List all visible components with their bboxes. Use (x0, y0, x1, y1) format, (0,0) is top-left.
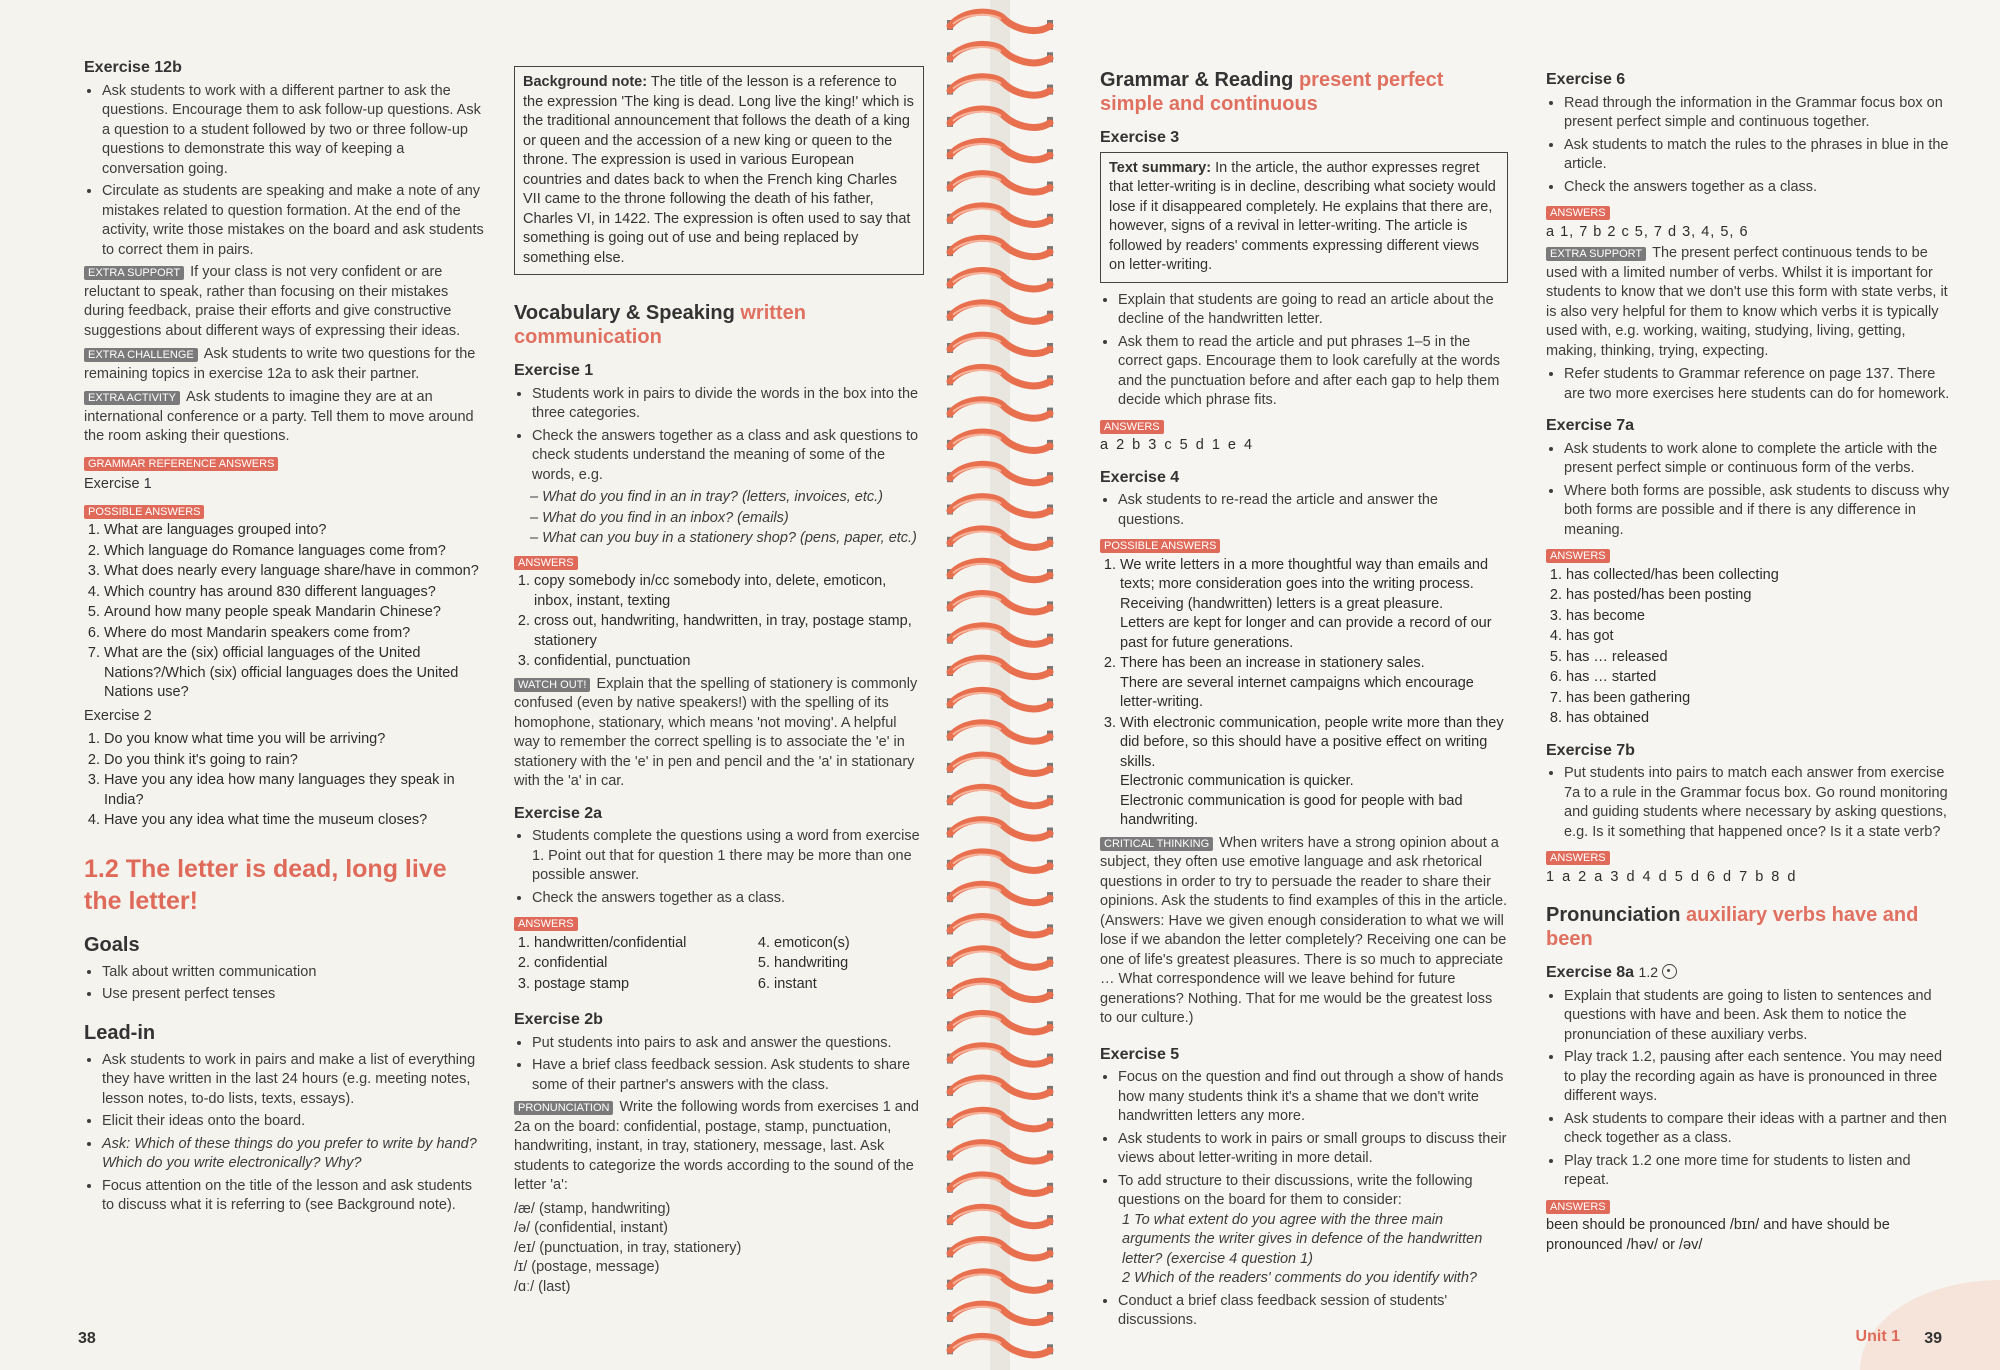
exercise-2a-list (514, 827, 924, 908)
extra-support-text: The present perfect continuous tends to be used with a limited number of verbs. Whilst it is important for students to know that we don't use this form with state verbs, it is also very helpful for them to know which verbs it is typically used with, e.g. working, waiting, studying, living, getting, making, thinking, trying, expecting. (1546, 245, 1948, 359)
right-column-3 (1100, 68, 1508, 1334)
section-title: Pronunciation (1546, 904, 1681, 926)
pronunciation-tag: PRONUNCIATION (514, 1101, 613, 1115)
list-item: • Students complete the questions using a word from exercise 1. Point out that for question 1 there may be more than one possible answer. (532, 827, 924, 886)
list-item: • Ask students to compare their ideas with a partner and then check together as a class. (1564, 1110, 1958, 1149)
list-item: • Check the answers together as a class. (1564, 178, 1958, 198)
list-item: • Talk about written communication (102, 963, 484, 983)
list-item: 1. What are languages grouped into? (104, 521, 484, 541)
background-note-text: The title of the lesson is a reference to the expression 'The king is dead. Long live the king!' which is the traditional announcement that follows the death of a king or queen and the accession of a new king or queen to the throne. The expression is used in various European countries and dates back to when the French king Charles VII came to the throne following the death of his father, Charles VI, in 1422. The expression is often used to say that something is going out of use and being replaced by something else. (523, 74, 914, 266)
possible-answers-tag: POSSIBLE ANSWERS (1100, 539, 1220, 553)
spiral-binding (935, 0, 1065, 1370)
exercise-6-title: Exercise 6 (1546, 71, 1626, 88)
exercise-8a-title (1546, 963, 1958, 983)
right-page (1000, 0, 2000, 1370)
question-line: – What can you buy in a stationery shop? (pens, paper, etc.) (530, 530, 917, 546)
list-item: 1. Do you know what time you will be arriving? (104, 730, 484, 750)
list-item: 6. Where do most Mandarin speakers come from? (104, 624, 484, 644)
extra-support-note (1546, 244, 1958, 361)
list-item: • Check the answers together as a class and ask questions to check students understand the meaning of some of the words, e.g. (532, 427, 924, 486)
list-item: 8. has obtained (1566, 709, 1958, 729)
exercise-1-answers (514, 572, 924, 672)
text-summary-box (1100, 152, 1508, 283)
list-item: 1. handwritten/confidential (534, 934, 714, 954)
exercise-1-list (514, 385, 924, 486)
extra-activity-tag: EXTRA ACTIVITY (84, 391, 180, 405)
list-item: • Ask them to read the article and put phrases 1–5 in the correct gaps. Encourage them to look carefully at the words and the punctuation before and after each gap to help them decide which phrase fits. (1118, 333, 1508, 411)
extra-support-text: If your class is not very confident or are reluctant to speak, rather than focusing on their mistakes during feedback, praise their efforts and give constructive suggestions about different ways of expressing their ideas. (84, 264, 461, 339)
left-column-2 (514, 66, 924, 1297)
exercise-6-answers: a 1, 7 b 2 c 5, 7 d 3, 4, 5, 6 (1546, 223, 1749, 240)
list-item (1118, 1172, 1508, 1289)
list-text: To add structure to their discussions, write the following questions on the board for them to consider: (1118, 1172, 1473, 1208)
answer-line: Electronic communication is good for people with bad handwriting. (1120, 792, 1463, 828)
text-summary-label: Text summary: (1109, 159, 1212, 176)
exercise-2a-answers (514, 934, 924, 999)
list-item (1120, 654, 1508, 713)
exercise-3-title: Exercise 3 (1100, 129, 1180, 146)
watch-out-tag: WATCH OUT! (514, 678, 590, 692)
track-number: 1.2 (1638, 964, 1658, 980)
list-item: • Put students into pairs to match each answer from exercise 7a to a rule in the Grammar focus box. Go round monitoring and guiding students where necessary by asking questions, e.g. Is it something that happened once? Is it a state verb? (1564, 764, 1958, 842)
exercise-3-answers: a 2 b 3 c 5 d 1 e 4 (1100, 437, 1255, 453)
background-note-label: Background note: (523, 74, 648, 90)
exercise-2a-title: Exercise 2a (514, 804, 603, 822)
exercise-12b-list (84, 82, 484, 261)
left-column-1 (84, 58, 484, 1219)
exercise-7a-list (1546, 440, 1958, 541)
unit-label: Unit 1 (1855, 1328, 1900, 1345)
exercise-6-list-2 (1546, 365, 1958, 404)
answers-tag: ANSWERS (1546, 1200, 1610, 1214)
list-item: 2. Do you think it's going to rain? (104, 751, 484, 771)
exercise-4-list (1100, 491, 1508, 530)
list-item: 4. has got (1566, 627, 1958, 647)
lead-in-list (84, 1051, 484, 1216)
list-item: • Ask students to work alone to complete the article with the present perfect simple or continuous form of the verbs. (1564, 440, 1958, 479)
list-item: • Play track 1.2, pausing after each sentence. You may need to play the recording again as have is pronounced in three different ways. (1564, 1048, 1958, 1107)
list-item: • Ask: Which of these things do you prefer to write by hand? Which do you write electronically? Why? (102, 1135, 484, 1174)
pron-line: /æ/ (stamp, handwriting) (514, 1200, 671, 1217)
exercise-7b-title: Exercise 7b (1546, 741, 1635, 759)
exercise-2-answers (84, 730, 484, 831)
list-item: • Check the answers together as a class. (532, 889, 924, 909)
list-item: • Ask students to work with a different partner to ask the questions. Encourage them to ask follow-up questions. Ask a question to a student followed by two or three follow-up questions to demonstrate this way of keeping a conversation going. (102, 82, 484, 180)
grammar-reading-title (1100, 68, 1508, 116)
section-accent: auxiliary verbs have and been (1546, 904, 1919, 950)
list-item: 1. copy somebody in/cc somebody into, delete, emoticon, inbox, instant, texting (534, 572, 924, 611)
list-item: 2. confidential (534, 954, 714, 974)
lesson-title: 1.2 The letter is dead, long live the letter! (84, 854, 447, 915)
extra-activity-note (84, 388, 484, 447)
extra-support-tag: EXTRA SUPPORT (1546, 247, 1646, 261)
pron-line: /ɑː/ (last) (514, 1278, 571, 1295)
list-item: • Use present perfect tenses (102, 985, 484, 1005)
exercise-8a-list (1546, 987, 1958, 1191)
pronunciation-text: Write the following words from exercises 1 and 2a on the board: confidential, postage, stamp, punctuation, handwriting, instant, in tray, stationery, message, last. Ask students to categorize the words according to the sound of the letter 'a': (514, 1099, 919, 1193)
list-item: 2. has posted/has been posting (1566, 586, 1958, 606)
list-item: • Put students into pairs to ask and answer the questions. (532, 1034, 924, 1054)
critical-thinking-note (1100, 834, 1508, 1029)
answer-line: With electronic communication, people write more than they did before, so this should have a positive effect on writing skills. (1120, 714, 1504, 770)
section-accent: present perfect simple and continuous (1100, 69, 1444, 115)
extra-challenge-tag: EXTRA CHALLENGE (84, 348, 198, 362)
list-item: • Play track 1.2 one more time for students to listen and repeat. (1564, 1152, 1958, 1191)
list-item: 4. Have you any idea what time the museum closes? (104, 811, 484, 831)
exercise-7b-answers: 1 a 2 a 3 d 4 d 5 d 6 d 7 b 8 d (1546, 868, 1798, 885)
pron-line: /ə/ (confidential, instant) (514, 1220, 668, 1236)
pronunciation-title (1546, 903, 1958, 951)
pron-line: /ɪ/ (postage, message) (514, 1259, 660, 1275)
list-item: 3. has become (1566, 607, 1958, 627)
answers-left (514, 934, 714, 996)
audio-cd-icon[interactable] (1662, 964, 1677, 979)
list-item: • Students work in pairs to divide the words in the box into the three categories. (532, 385, 924, 424)
goals-list (84, 963, 484, 1005)
answer-line: Letters are kept for longer and can provide a record of our past for future generations. (1120, 615, 1492, 651)
corner-tab (1860, 1280, 2000, 1370)
list-item: • Ask students to re-read the article and answer the questions. (1118, 491, 1508, 530)
list-item: 4. Which country has around 830 different languages? (104, 583, 484, 603)
exercise-4-title: Exercise 4 (1100, 468, 1180, 486)
exercise-5-title: Exercise 5 (1100, 1045, 1180, 1063)
list-item: 5. Around how many people speak Mandarin Chinese? (104, 603, 484, 623)
list-item: • Ask students to work in pairs or small groups to discuss their views about letter-writing in more detail. (1118, 1130, 1508, 1169)
list-item: 5. handwriting (774, 954, 850, 974)
exercise-1-title: Exercise 1 (84, 476, 152, 492)
section-accent: written communication (514, 302, 806, 348)
question-line: – What do you find in an in tray? (letters, invoices, etc.) (530, 489, 883, 505)
exercise-1-answers (84, 521, 484, 703)
list-item: 5. has … released (1566, 648, 1958, 668)
list-item: 7. What are the (six) official languages of the United Nations?/Which (six) official languages does the United Nations use? (104, 644, 484, 703)
answer-line: Electronic communication is quicker. (1120, 773, 1354, 789)
answers-tag: ANSWERS (1546, 549, 1610, 563)
exercise-5-list (1100, 1068, 1508, 1331)
extra-challenge-note (84, 345, 484, 384)
exercise-2b-title: Exercise 2b (514, 1011, 603, 1028)
list-item: 3. What does nearly every language share/have in common? (104, 562, 484, 582)
exercise-2b-list (514, 1034, 924, 1096)
extra-challenge-text: Ask students to write two questions for the remaining topics in exercise 12a to ask their partner. (84, 346, 476, 382)
pron-line: /eɪ/ (punctuation, in tray, stationery) (514, 1239, 742, 1256)
left-page-number: 38 (78, 1330, 96, 1347)
list-item: 3. confidential, punctuation (534, 652, 924, 672)
critical-thinking-tag: CRITICAL THINKING (1100, 837, 1213, 851)
vocabulary-speaking-title (514, 301, 924, 349)
list-item: 3. postage stamp (534, 975, 714, 995)
extra-support-tag: EXTRA SUPPORT (84, 266, 184, 280)
lead-in-title: Lead-in (84, 1021, 156, 1044)
exercise-3-list (1100, 291, 1508, 411)
answer-line: There are several internet campaigns which encourage letter-writing. (1120, 674, 1474, 710)
exercise-12b-title: Exercise 12b (84, 59, 182, 76)
right-column-4 (1546, 70, 1958, 1255)
exercise-4-answers (1100, 556, 1508, 831)
list-item (1120, 714, 1508, 831)
answer-line: There has been an increase in stationery sales. (1120, 655, 1425, 671)
list-item: • Refer students to Grammar reference on page 137. There are two more exercises here students can do for homework. (1564, 365, 1958, 404)
list-item: • Where both forms are possible, ask students to discuss why both forms are possible and if there is any difference in meaning. (1564, 482, 1958, 541)
list-item: • Ask students to match the rules to the phrases in blue in the article. (1564, 136, 1958, 175)
list-item: 3. Have you any idea how many languages they speak in India? (104, 771, 484, 810)
exercise-7a-title: Exercise 7a (1546, 417, 1635, 434)
answers-tag: ANSWERS (1546, 851, 1610, 865)
question-line: 1 To what extent do you agree with the three main arguments the writer gives in defence of the handwritten letter? (exercise 4 question 1) (1122, 1211, 1483, 1267)
goals-title: Goals (84, 933, 140, 956)
list-item: • Focus on the question and find out through a show of hands how many students think it's a shame that we don't write handwritten letters any more. (1118, 1068, 1508, 1127)
exercise-7a-answers (1546, 566, 1958, 729)
list-item: 1. has collected/has been collecting (1566, 566, 1958, 586)
list-item: • Ask students to work in pairs and make a list of everything they have written in the last 24 hours (e.g. meeting notes, lesson notes, to-do lists, texts, essays). (102, 1051, 484, 1110)
list-item: • Focus attention on the title of the lesson and ask students to discuss what it is referring to (see Background note). (102, 1177, 484, 1216)
exercise-title-text: Exercise 8a (1546, 964, 1635, 981)
pronunciation-note (514, 1098, 924, 1196)
list-item: • Elicit their ideas onto the board. (102, 1112, 484, 1132)
list-item: 6. instant (774, 975, 850, 995)
answers-right (754, 934, 850, 996)
list-item: 7. has been gathering (1566, 689, 1958, 709)
answers-tag: ANSWERS (1546, 206, 1610, 220)
answer-line: Receiving (handwritten) letters is a great pleasure. (1120, 595, 1444, 612)
watch-out-text: Explain that the spelling of stationery is commonly confused (even by native speakers!) with the spelling of its homophone, stationary, which means 'not moving'. A helpful way to remember the correct spelling is to associate the 'e' in stationery with the 'e' in pen and pencil and the 'a' in stationary with the 'a' in car. (514, 675, 918, 789)
text-summary-text: In the article, the author expresses regret that letter-writing is in decline, describing what society would lose if it disappeared completely. He explains that there are, however, signs of a revival in letter-writing. The article is followed by readers' comments expressing different views on letter-writing. (1109, 159, 1496, 273)
list-item: 6. has … started (1566, 668, 1958, 688)
list-item: 2. Which language do Romance languages come from? (104, 542, 484, 562)
watch-out-note (514, 675, 924, 792)
section-title: Grammar & Reading (1100, 69, 1294, 91)
list-item: • Circulate as students are speaking and make a note of any mistakes related to question formation. At the end of the activity, write those mistakes on the board and ask students to correct them in pairs. (102, 182, 484, 260)
list-item: 2. cross out, handwriting, handwritten, in tray, postage stamp, stationery (534, 612, 924, 651)
exercise-7b-list (1546, 764, 1958, 842)
exercise-2-title: Exercise 2 (84, 707, 152, 724)
possible-answers-tag: POSSIBLE ANSWERS (84, 505, 204, 519)
critical-thinking-text: When writers have a strong opinion about a subject, they often use emotive language and ask rhetorical questions in order to try to persuade the reader to share their opinions. Ask the students to find examples of this in the article. (Answers: Have we given enough consideration to what we will lose if we abandon the letter completely? Receiving one can be one of life's greatest pleasures. There is so much to appreciate … What correspondence will we leave behind for future generations? Nothing. That for me would be the greatest loss to our culture.) (1100, 834, 1508, 1026)
exercise-8a-answer: been should be pronounced /bɪn/ and have should be pronounced /həv/ or /əv/ (1546, 1217, 1890, 1253)
section-title: Vocabulary & Speaking (514, 302, 735, 324)
list-item: • Have a brief class feedback session. Ask students to share some of their partner's answers with the class. (532, 1056, 924, 1095)
extra-activity-text: Ask students to imagine they are at an international conference or a party. Tell them to move around the room asking their questions. (84, 389, 474, 444)
answers-tag: ANSWERS (1100, 420, 1164, 434)
question-line: – What do you find in an inbox? (emails) (530, 509, 789, 526)
list-item: • Explain that students are going to listen to sentences and questions with have and been. Ask them to notice the pronunciation of these auxiliary verbs. (1564, 987, 1958, 1046)
list-item: • Explain that students are going to read an article about the decline of the handwritten letter. (1118, 291, 1508, 330)
answer-line: We write letters in a more thoughtful way than emails and texts; more consideration goes into the writing process. (1120, 556, 1489, 592)
answers-tag: ANSWERS (514, 556, 578, 570)
exercise-1-title: Exercise 1 (514, 362, 594, 379)
list-item (1120, 556, 1508, 654)
list-item: • Conduct a brief class feedback session of students' discussions. (1118, 1292, 1508, 1331)
question-line: 2 Which of the readers' comments do you identify with? (1122, 1270, 1477, 1286)
background-note-box (514, 66, 924, 275)
extra-support-note (84, 263, 484, 341)
answers-tag: ANSWERS (514, 917, 578, 931)
list-item: 4. emoticon(s) (774, 934, 850, 954)
exercise-6-list (1546, 94, 1958, 198)
right-page-number: 39 (1924, 1330, 1942, 1347)
list-item: • Read through the information in the Grammar focus box on present perfect simple and continuous together. (1564, 94, 1958, 133)
grammar-reference-tag: GRAMMAR REFERENCE ANSWERS (84, 457, 278, 471)
